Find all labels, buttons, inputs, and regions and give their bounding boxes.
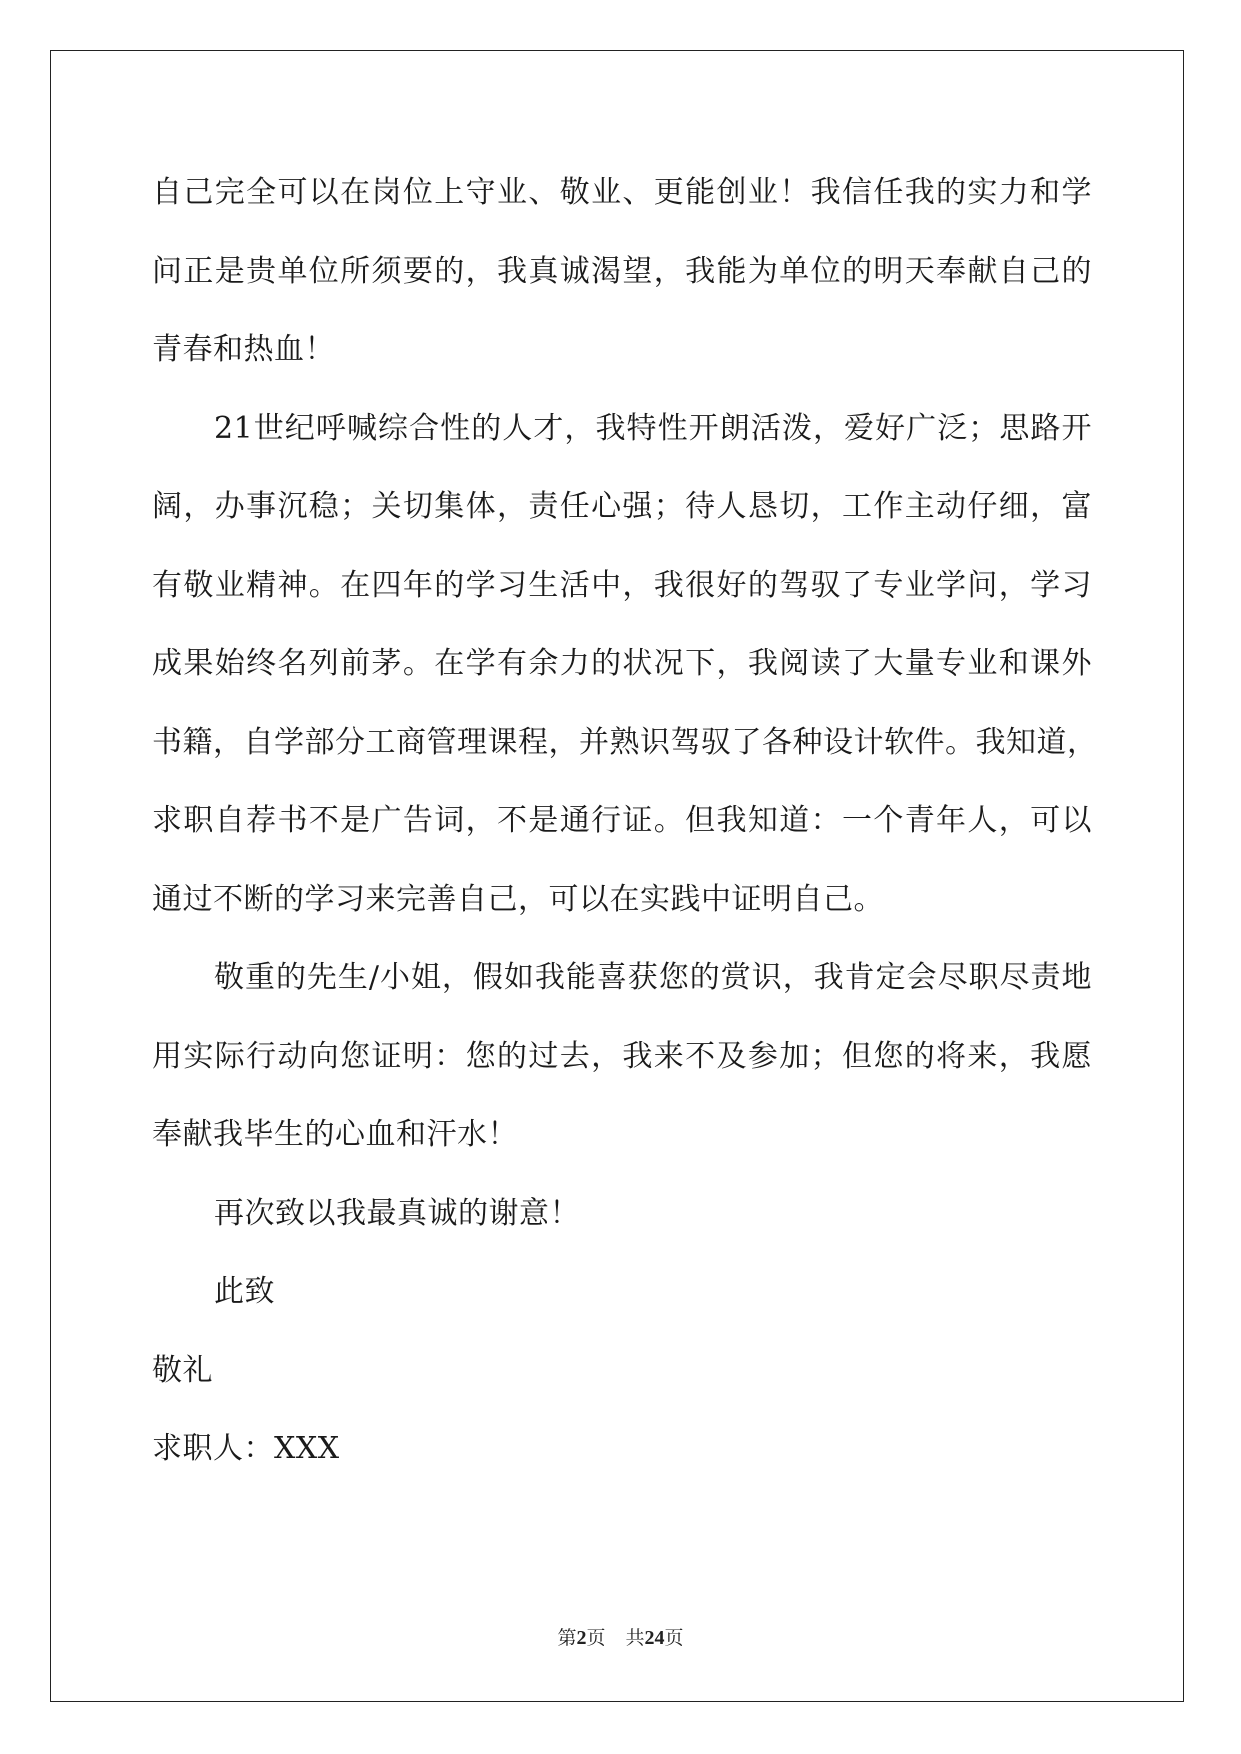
text-line: 问正是贵单位所须要的，我真诚渴望，我能为单位的明天奉献自己的 [152,253,1092,289]
text-line: 书籍，自学部分工商管理课程，并熟识驾驭了各种设计软件。我知道， [152,724,1098,760]
text-line: 用实际行动向您证明：您的过去，我来不及参加；但您的将来，我愿 [152,1038,1092,1074]
text-line: 求职自荐书不是广告词，不是通行证。但我知道：一个青年人，可以 [152,803,1092,838]
text-line: 自己完全可以在岗位上守业、敬业、更能创业！我信任我的实力和学 [152,175,1092,210]
letter-body [152,154,1098,1489]
applicant-signature: 求职人：XXX [152,1431,340,1466]
text-line: 成果始终名列前茅。在学有余力的状况下，我阅读了大量专业和课外 [152,646,1092,681]
page-footer [0,1625,1241,1651]
total-suffix: 页 [664,1627,684,1649]
salutation-jingli: 敬礼 [152,1352,213,1388]
salutation-cizhi: 此致 [214,1274,275,1309]
text-line: 阔，办事沉稳；关切集体，责任心强；待人恳切，工作主动仔细，富 [152,489,1092,524]
total-prefix: 共 [625,1627,645,1649]
page-number: 2 [576,1627,587,1649]
text-line: 敬重的先生/小姐，假如我能喜获您的赏识，我肯定会尽职尽责地 [214,960,1092,995]
text-line: 通过不断的学习来完善自己，可以在实践中证明自己。 [152,881,884,917]
text-line: 有敬业精神。在四年的学习生活中，我很好的驾驭了专业学问，学习 [152,567,1092,603]
text-line: 奉献我毕生的心血和汗水！ [152,1117,518,1152]
total-pages: 24 [644,1627,665,1649]
closing-thanks: 再次致以我最真诚的谢意！ [214,1195,580,1231]
text-line: 21世纪呼喊综合性的人才，我特性开朗活泼，爱好广泛；思路开 [214,410,1092,446]
page-suffix: 页 [586,1627,606,1649]
page-prefix: 第 [557,1627,577,1649]
text-line: 青春和热血！ [152,332,335,367]
